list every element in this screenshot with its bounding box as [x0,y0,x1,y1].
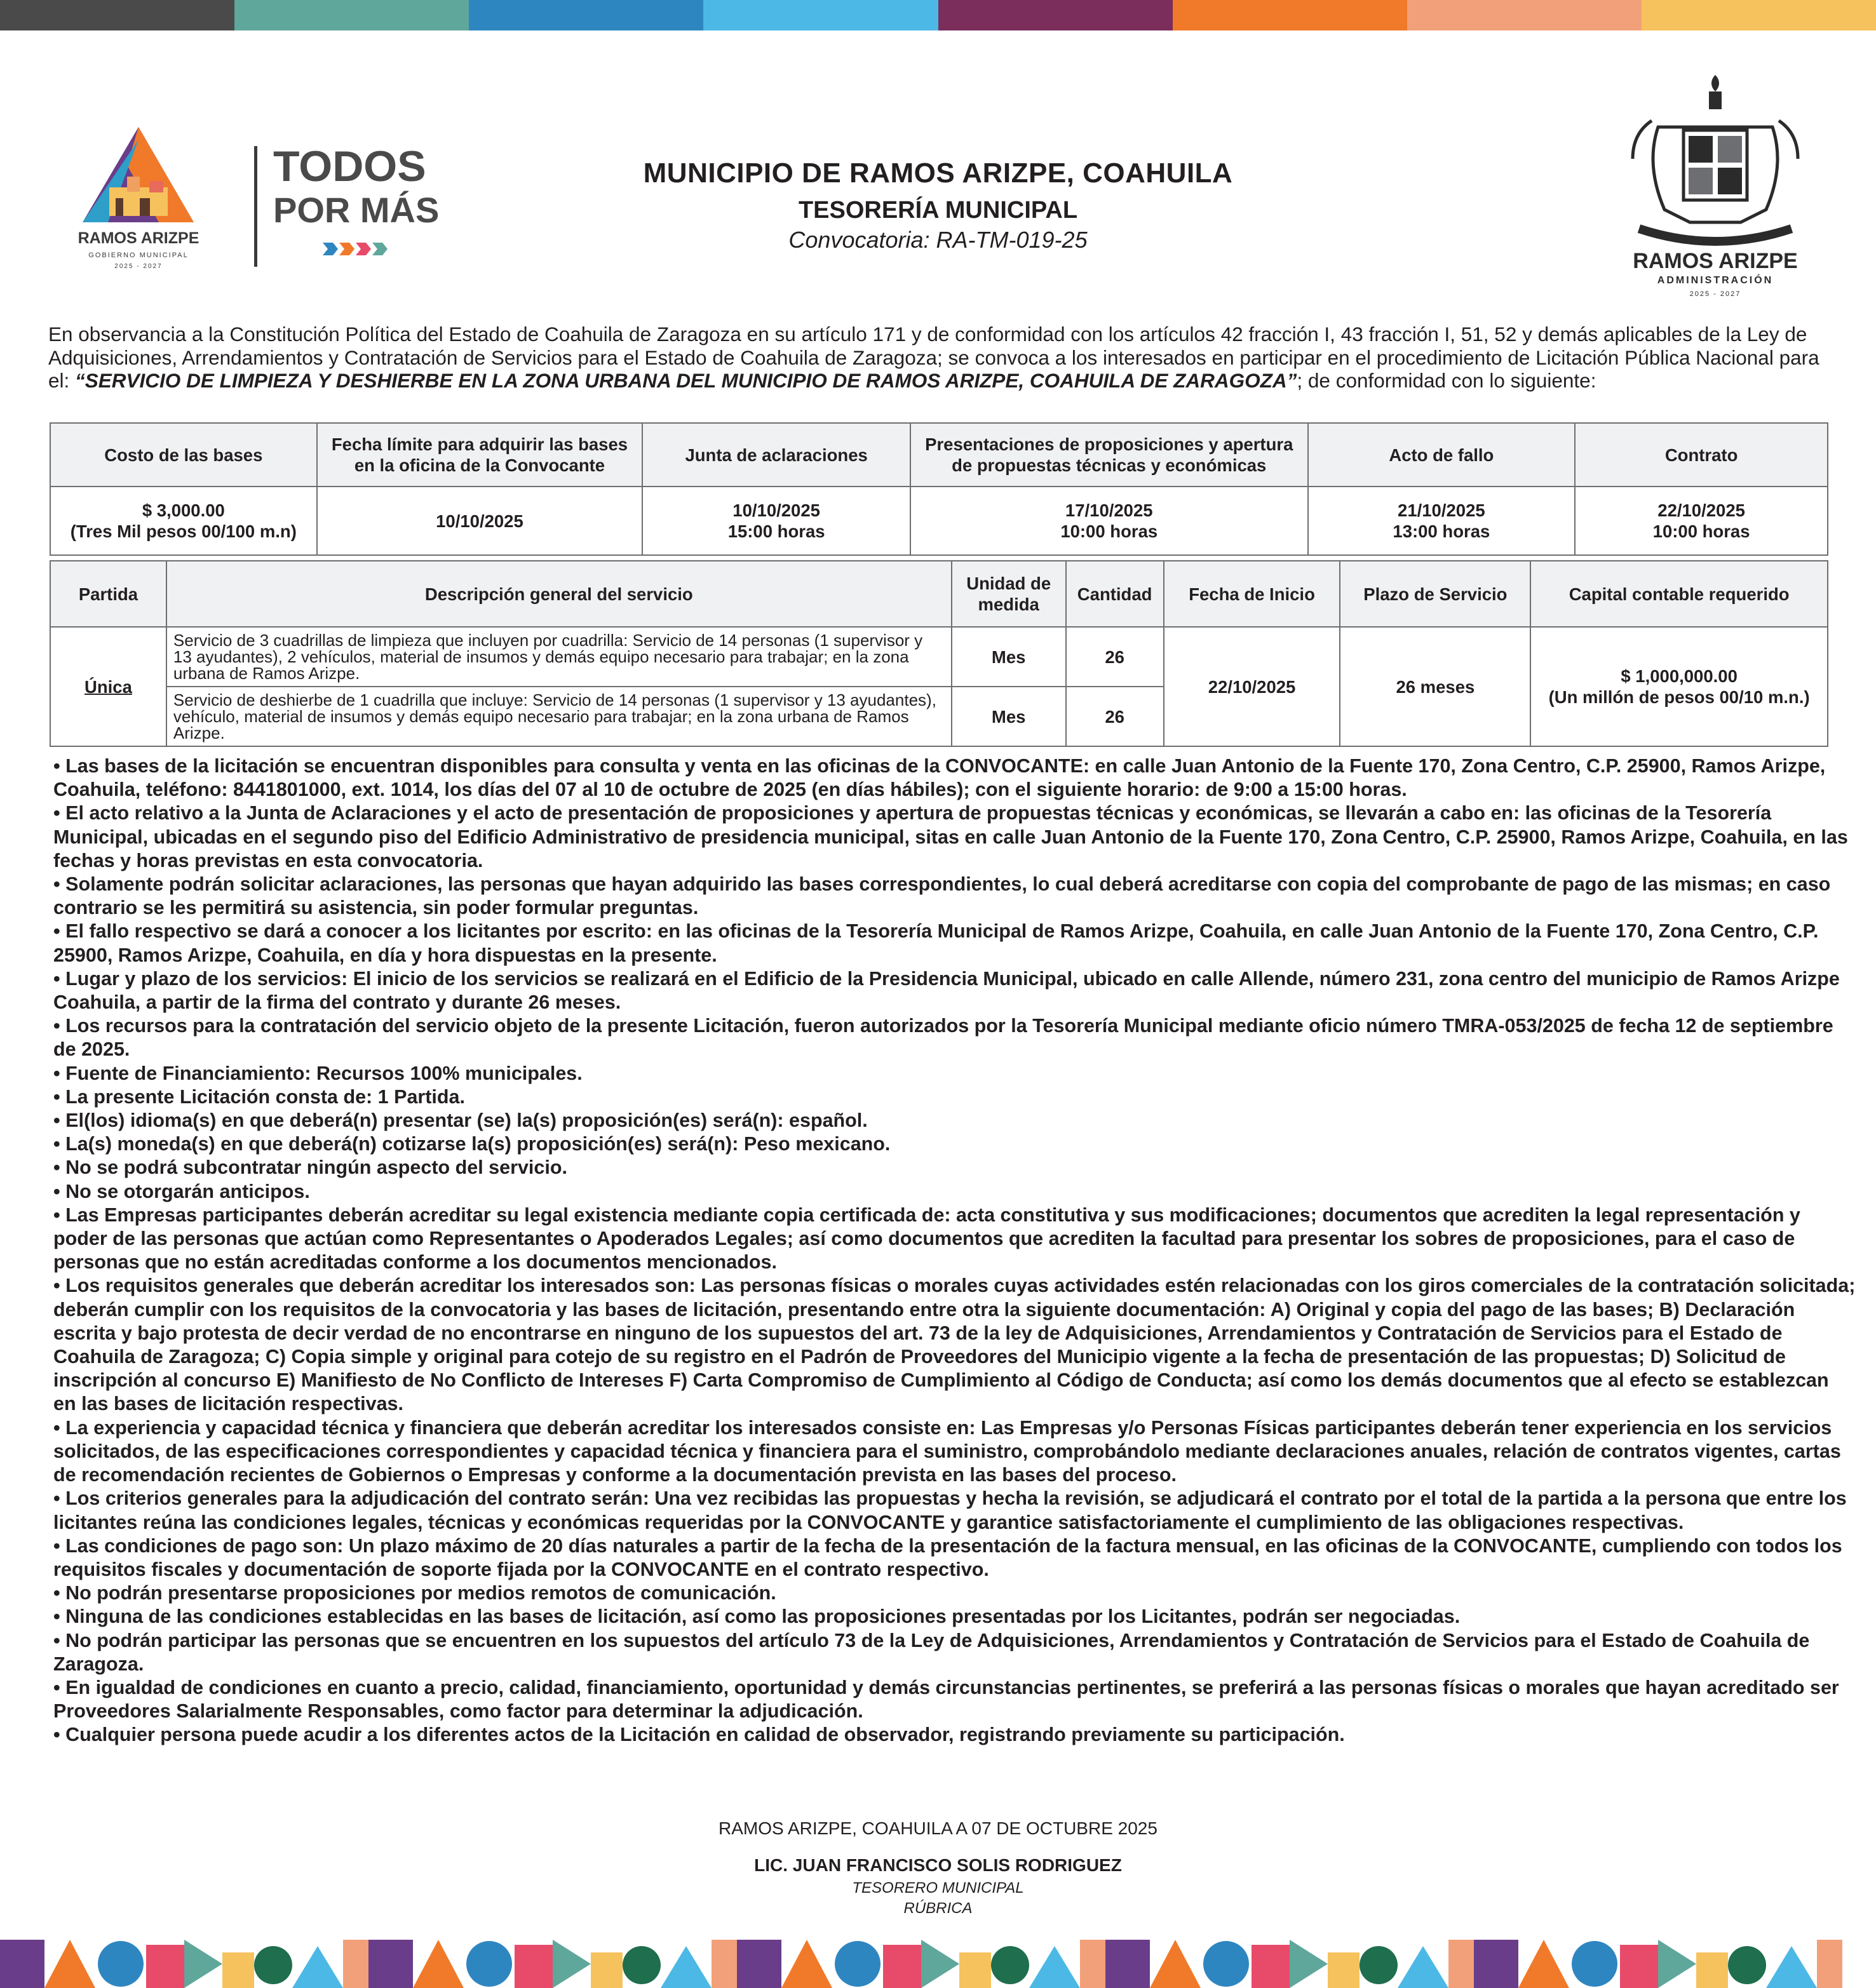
list-item: • El acto relativo a la Junta de Aclaraciones y el acto de presentación de proposiciones y apertura de propuestas técnicas y económicas, se llevarán a cabo en: las oficinas de la Tesorería Municipal, ubicadas en el segundo piso del Edificio Administrativo de presidencia municipal, sitas en calle Juan Antonio de la Fuente 170, Zona Centro, C.P. 25900, Ramos Arizpe, Coahuila, en las fechas y horas previstas en esta convocatoria. [53,802,1848,871]
junta-date: 10/10/2025 [732,500,820,520]
items-header-row [50,561,1828,627]
term-cell: 26 meses [1340,627,1530,746]
list-item: • Las Empresas participantes deberán acreditar su legal existencia mediante copia certificada de: acta constitutiva y sus modificaciones; documentos que acrediten la legal representación y poder de las personas que actúan como Representantes o Apoderados Legales; así como documentos que acrediten la facultad para presentar los sobres de proposiciones, para el caso de personas que no están acreditadas conforme a los documentos mencionados. [53,1204,1800,1273]
header-cell: Capital contable requerido [1530,561,1828,627]
fallo-date: 21/10/2025 [1398,500,1485,520]
stripe-segment [1642,0,1876,30]
list-item: • El fallo respectivo se dará a conocer a los licitantes por escrito: en las oficinas de la Tesorería Municipal de Ramos Arizpe, Coahuila, en calle Juan Antonio de la Fuente 170, Zona Centro, C.P. 25900, Ramos Arizpe, Coahuila, en día y hora dispuestas en la presente. [53,920,1819,966]
header-cell: Presentaciones de proposiciones y apertura de propuestas técnicas y económicas [910,423,1308,487]
junta-cell [642,487,910,555]
admin-logo-years: 2025 - 2027 [1689,290,1741,298]
rubrica-label: RÚBRICA [903,1900,973,1917]
signature-block [0,1818,1876,1917]
list-item: • La(s) moneda(s) en que deberá(n) cotizarse la(s) proposición(es) será(n): Peso mexicano. [53,1133,891,1155]
slogan-line1: TODOS [273,142,426,191]
header-cell: Costo de las bases [50,423,317,487]
table-row [50,627,1828,687]
unit-cell: Mes [952,687,1066,746]
place-date: RAMOS ARIZPE, COAHUILA A 07 DE OCTUBRE 2025 [719,1818,1157,1838]
list-item: • Los criterios generales para la adjudicación del contrato serán: Una vez recibidas las propuestas y hecha la revisión, se adjudicará el contrato por el total de la partida a la persona que entre los licitantes reúna las condiciones legales, técnicas y económicas requeridas por la CONVOCANTE y garantice satisfactoriamente el cumplimiento de las obligaciones respectivas. [53,1488,1847,1533]
fallo-cell [1308,487,1576,555]
description-cell: Servicio de deshierbe de 1 cuadrilla que incluye: Servicio de 14 personas (1 supervisor y 13 ayudantes), vehículo, material de insumos y demás equipo necesario para trabajar; en la zona urbana de Ramos Arizpe. [166,687,952,746]
header-cell: Fecha de Inicio [1164,561,1340,627]
logo-years: 2025 - 2027 [114,263,163,270]
list-item: • No podrán participar las personas que se encuentren en los supuestos del artículo 73 de la Ley de Adquisiciones, Arrendamientos y Contratación de Servicios para el Estado de Coahuila de Zaragoza. [53,1629,1810,1675]
partida-value: Única [84,676,132,697]
header-cell: Contrato [1575,423,1828,487]
header-cell: Cantidad [1066,561,1164,627]
administration-logo [1614,70,1817,305]
cost-cell [50,487,317,555]
intro-text: En observancia a la Constitución Política del Estado de Coahuila de Zaragoza en su artículo 171 y de conformidad con los artículos 42 fracción I, 43 fracción I, 51, 52 y demás aplicables de la Ley de Adquisiciones, Arrendamientos y Contratación de Servicios para el Estado de Coahuila de Zaragoza; se convoca a los interesados en participar en el procedimiento de Licitación Pública Nacional para el: [48,323,1819,392]
schedule-header-row [50,423,1828,487]
header-cell: Junta de aclaraciones [642,423,910,487]
presentation-date: 17/10/2025 [1065,500,1153,520]
header-cell: Acto de fallo [1308,423,1576,487]
service-name: “SERVICIO DE LIMPIEZA Y DESHIERBE EN LA ZONA URBANA DEL MUNICIPIO DE RAMOS ARIZPE, COAHUILA DE ZARAGOZA” [75,369,1297,392]
list-item: • Cualquier persona puede acudir a los diferentes actos de la Licitación en calidad de observador, registrando previamente su participación. [53,1724,1345,1746]
partida-cell [50,627,166,746]
cost-words: (Tres Mil pesos 00/100 m.n) [70,521,297,541]
list-item: • Los recursos para la contratación del servicio objeto de la presente Licitación, fueron autorizados por la Tesorería Municipal mediante oficio número TMRA-053/2025 de fecha 12 de septiembre de 2025. [53,1015,1833,1061]
logo-sub: GOBIERNO MUNICIPAL [88,252,189,259]
stripe-segment [938,0,1173,30]
list-item: • En igualdad de condiciones en cuanto a precio, calidad, financiamiento, oportunidad y demás circunstancias pertinentes, se preferirá a las personas físicas o morales que hayan acreditado ser Proveedores Salarialmente Responsables, como factor para determinar la adjudicación. [53,1676,1839,1723]
admin-logo-sub: ADMINISTRACIÓN [1657,275,1774,286]
unit-cell: Mes [952,627,1066,687]
capital-value: $ 1,000,000.00 [1621,666,1738,686]
schedule-table [50,422,1828,556]
description-cell: Servicio de 3 cuadrillas de limpieza que incluyen por cuadrilla: Servicio de 14 personas (1 supervisor y 13 ayudantes), 2 vehículos, material de insumos y demás equipo necesario para trabajar; en la zona urbana de Ramos Arizpe. [166,627,952,687]
presentation-time: 10:00 horas [1060,521,1158,541]
stripe-segment [469,0,703,30]
list-item: • Solamente podrán solicitar aclaraciones, las personas que hayan adquirido las bases correspondientes, lo cual deberá acreditarse con copia del comprobante de pago de las mismas; en caso contrario se les permitirá su asistencia, sin poder formular preguntas. [53,873,1831,919]
deadline-value: 10/10/2025 [436,511,523,531]
presentation-cell [910,487,1308,555]
quantity-cell: 26 [1066,627,1164,687]
document-header [0,158,1876,253]
list-item: • La presente Licitación consta de: 1 Partida. [53,1085,465,1108]
schedule-data-row [50,487,1828,555]
logo-name: RAMOS ARIZPE [78,229,199,247]
convocatoria-number: Convocatoria: RA-TM-019-25 [788,227,1088,253]
header-cell: Unidad de medida [952,561,1066,627]
contract-time: 10:00 horas [1652,521,1750,541]
junta-time: 15:00 horas [727,521,825,541]
items-table [50,560,1828,747]
contract-cell [1575,487,1828,555]
top-color-stripe [0,0,1876,30]
quantity-cell: 26 [1066,687,1164,746]
admin-logo-name: RAMOS ARIZPE [1633,249,1798,273]
list-item: • Las bases de la licitación se encuentran disponibles para consulta y venta en las oficinas de la CONVOCANTE: en calle Juan Antonio de la Fuente 170, Zona Centro, C.P. 25900, Ramos Arizpe, Coahuila, teléfono: 8441801000, ext. 1014, los días del 07 al 10 de octubre de 2025 (en días hábiles); con el siguiente horario: de 9:00 a 15:00 horas. [53,755,1826,801]
slogan-line2: POR MÁS [273,190,440,230]
list-item: • Los requisitos generales que deberán acreditar los interesados son: Las personas físicas o morales cuyas actividades estén relacionadas con los giros comerciales de la contratación solicitada; deberán cumplir con los requisitos de la convocatoria y las bases de licitación, presentando entre otra la siguiente documentación: A) Original y copia del pago de las bases; B) Declaración escrita y bajo protesta de decir verdad de no encontrarse en ninguno de los supuestos del art. 73 de la ley de Adquisiciones, Arrendamientos y Contratación de Servicios para el Estado de Coahuila de Zaragoza; C) Copia simple y original para cotejo de su registro en el Padrón de Proveedores del Municipio vigente a la fecha de presentación de las propuestas; D) Solicitud de inscripción al concurso E) Manifiesto de No Conflicto de Intereses F) Carta Compromiso de Cumplimiento al Código de Conducta; así como los demás documentos que al efecto se establezcan en las bases de licitación respectivas. [53,1275,1856,1415]
list-item: • No se podrá subcontratar ningún aspecto del servicio. [53,1157,567,1179]
signatory-role: TESORERO MUNICIPAL [852,1879,1024,1897]
deadline-cell [317,487,643,555]
municipality-title: MUNICIPIO DE RAMOS ARIZPE, COAHUILA [643,158,1233,189]
list-item: • Ninguna de las condiciones establecidas en las bases de licitación, así como las proposiciones presentadas por los Licitantes, podrán ser negociadas. [53,1606,1461,1628]
list-item: • Las condiciones de pago son: Un plazo máximo de 20 días naturales a partir de la fecha de la presentación de la factura mensual, en las oficinas de la CONVOCANTE, cumpliendo con todos los requisitos fiscales y documentación de soporte fijada por la CONVOCANTE en el contrato respectivo. [53,1535,1842,1580]
capital-cell [1530,627,1828,746]
header-cell: Partida [50,561,166,627]
list-item: • Fuente de Financiamiento: Recursos 100% municipales. [53,1062,583,1084]
coat-of-arms-icon [1614,70,1817,305]
list-item: • La experiencia y capacidad técnica y financiera que deberán acreditar los interesados consiste en: Las Empresas y/o Personas Físicas participantes deberán tener experiencia en los servicios solicitados, de las especificaciones correspondientes y capacidad técnica y financiera para el suministro, comprobándolo mediante declaraciones anuales, relación de contratos vigentes, cartas de recomendación recientes de Gobiernos o Empresas y conforme a la documentación prevista en las bases del proceso. [53,1416,1841,1486]
stripe-segment [703,0,938,30]
fallo-time: 13:00 horas [1393,521,1490,541]
decorative-pattern-footer [0,1927,1876,1988]
capital-words: (Un millón de pesos 00/10 m.n.) [1548,687,1810,707]
contract-date: 22/10/2025 [1657,500,1745,520]
stripe-segment [1407,0,1642,30]
stripe-segment [234,0,469,30]
cost-value: $ 3,000.00 [142,500,225,520]
header-cell: Plazo de Servicio [1340,561,1530,627]
list-item: • Lugar y plazo de los servicios: El inicio de los servicios se realizará en el Edificio de la Presidencia Municipal, ubicado en calle Allende, número 231, zona centro del municipio de Ramos Arizpe Coahuila, a partir de la firma del contrato y durante 26 meses. [53,967,1840,1014]
stripe-segment [1173,0,1407,30]
list-item: • No podrán presentarse proposiciones por medios remotos de comunicación. [53,1582,776,1604]
list-item: • El(los) idioma(s) en que deberá(n) presentar (se) la(s) proposición(es) será(n): español. [53,1110,868,1132]
intro-paragraph [48,323,1833,393]
start-date-cell: 22/10/2025 [1164,627,1340,746]
header-cell: Descripción general del servicio [166,561,952,627]
signatory-name: LIC. JUAN FRANCISCO SOLIS RODRIGUEZ [754,1855,1122,1875]
stripe-segment [0,0,234,30]
intro-text-end: ; de conformidad con lo siguiente: [1297,369,1596,392]
treasury-subtitle: TESORERÍA MUNICIPAL [798,197,1078,224]
list-item: • No se otorgarán anticipos. [53,1180,310,1202]
header-cell: Fecha límite para adquirir las bases en la oficina de la Convocante [317,423,643,487]
conditions-list [53,755,1856,1747]
